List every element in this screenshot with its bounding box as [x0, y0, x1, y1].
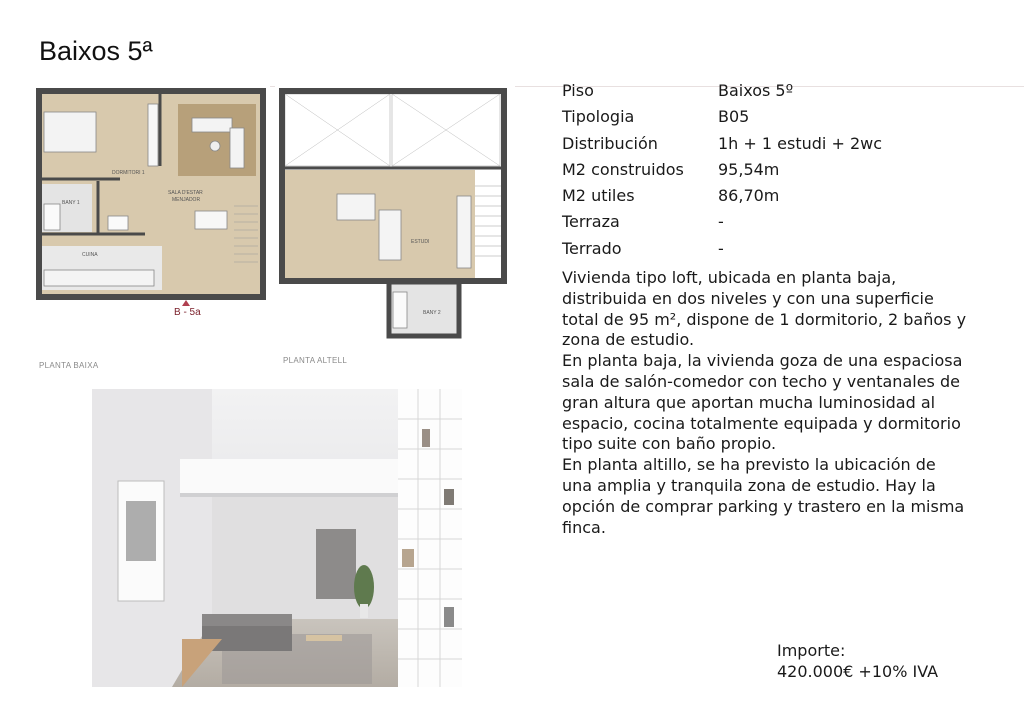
- ground-floor-caption: PLANTA BAIXA: [39, 361, 99, 370]
- property-details: [562, 78, 882, 262]
- property-label: Tipologia: [562, 107, 635, 127]
- room-label-bany1: BANY 1: [62, 200, 80, 206]
- interior-render-image: [92, 389, 462, 687]
- property-row: [562, 236, 882, 262]
- property-value: 86,70m: [718, 186, 780, 206]
- unit-tag: B - 5a: [174, 307, 201, 318]
- property-row: [562, 209, 882, 235]
- property-value: Baixos 5º: [718, 81, 794, 100]
- room-label-sala: SALA D'ESTAR: [168, 190, 203, 196]
- price-value: 420.000€ +10% IVA: [777, 662, 939, 681]
- ground-floor-plan: [20, 86, 270, 321]
- room-label-menjador: MENJADOR: [172, 197, 201, 203]
- unit-marker-icon: [182, 300, 190, 306]
- room-label-cuina: CUINA: [82, 252, 98, 258]
- property-row: [562, 104, 882, 130]
- property-value: -: [718, 212, 724, 232]
- property-row: [562, 131, 882, 157]
- loft-floor-caption: PLANTA ALTELL: [283, 356, 348, 365]
- description: [562, 268, 967, 538]
- loft-floor-plan: [275, 86, 515, 346]
- description-paragraph: Vivienda tipo loft, ubicada en planta baja, distribuida en dos niveles y con una superficie total de 95 m², dispone de 1 dormitorio, 2 baños y zona de estudio.: [562, 268, 967, 350]
- room-label-bany2: BANY 2: [423, 310, 441, 316]
- property-label: Distribución: [562, 133, 658, 153]
- property-value: 1h + 1 estudi + 2wc: [718, 133, 882, 153]
- property-value: 95,54m: [718, 159, 780, 179]
- property-label: Terrado: [562, 238, 622, 258]
- property-row: [562, 183, 882, 209]
- property-row: [562, 78, 882, 104]
- description-paragraph: En planta altillo, se ha previsto la ubicación de una amplia y tranquila zona de estudio. Hay la opción de comprar parking y trastero en la misma finca.: [562, 455, 965, 537]
- property-label: Terraza: [562, 212, 620, 232]
- property-value: -: [718, 238, 724, 258]
- property-label: M2 construidos: [562, 159, 684, 179]
- description-paragraph: En planta baja, la vivienda goza de una espaciosa sala de salón-comedor con techo y ventanales de gran altura que aportan mucha luminosidad al espacio, cocina totalmente equipada y dormitorio tipo suite con baño propio.: [562, 351, 963, 454]
- property-row: [562, 157, 882, 183]
- property-value: B05: [718, 107, 750, 127]
- property-label: Piso: [562, 81, 594, 100]
- room-label-estudi: ESTUDI: [411, 239, 430, 245]
- room-label-dormitori: DORMITORI 1: [112, 170, 145, 176]
- price-block: [777, 640, 938, 682]
- price-label: Importe:: [777, 641, 846, 660]
- page-title: Baixos 5ª: [39, 36, 153, 66]
- property-label: M2 utiles: [562, 186, 635, 206]
